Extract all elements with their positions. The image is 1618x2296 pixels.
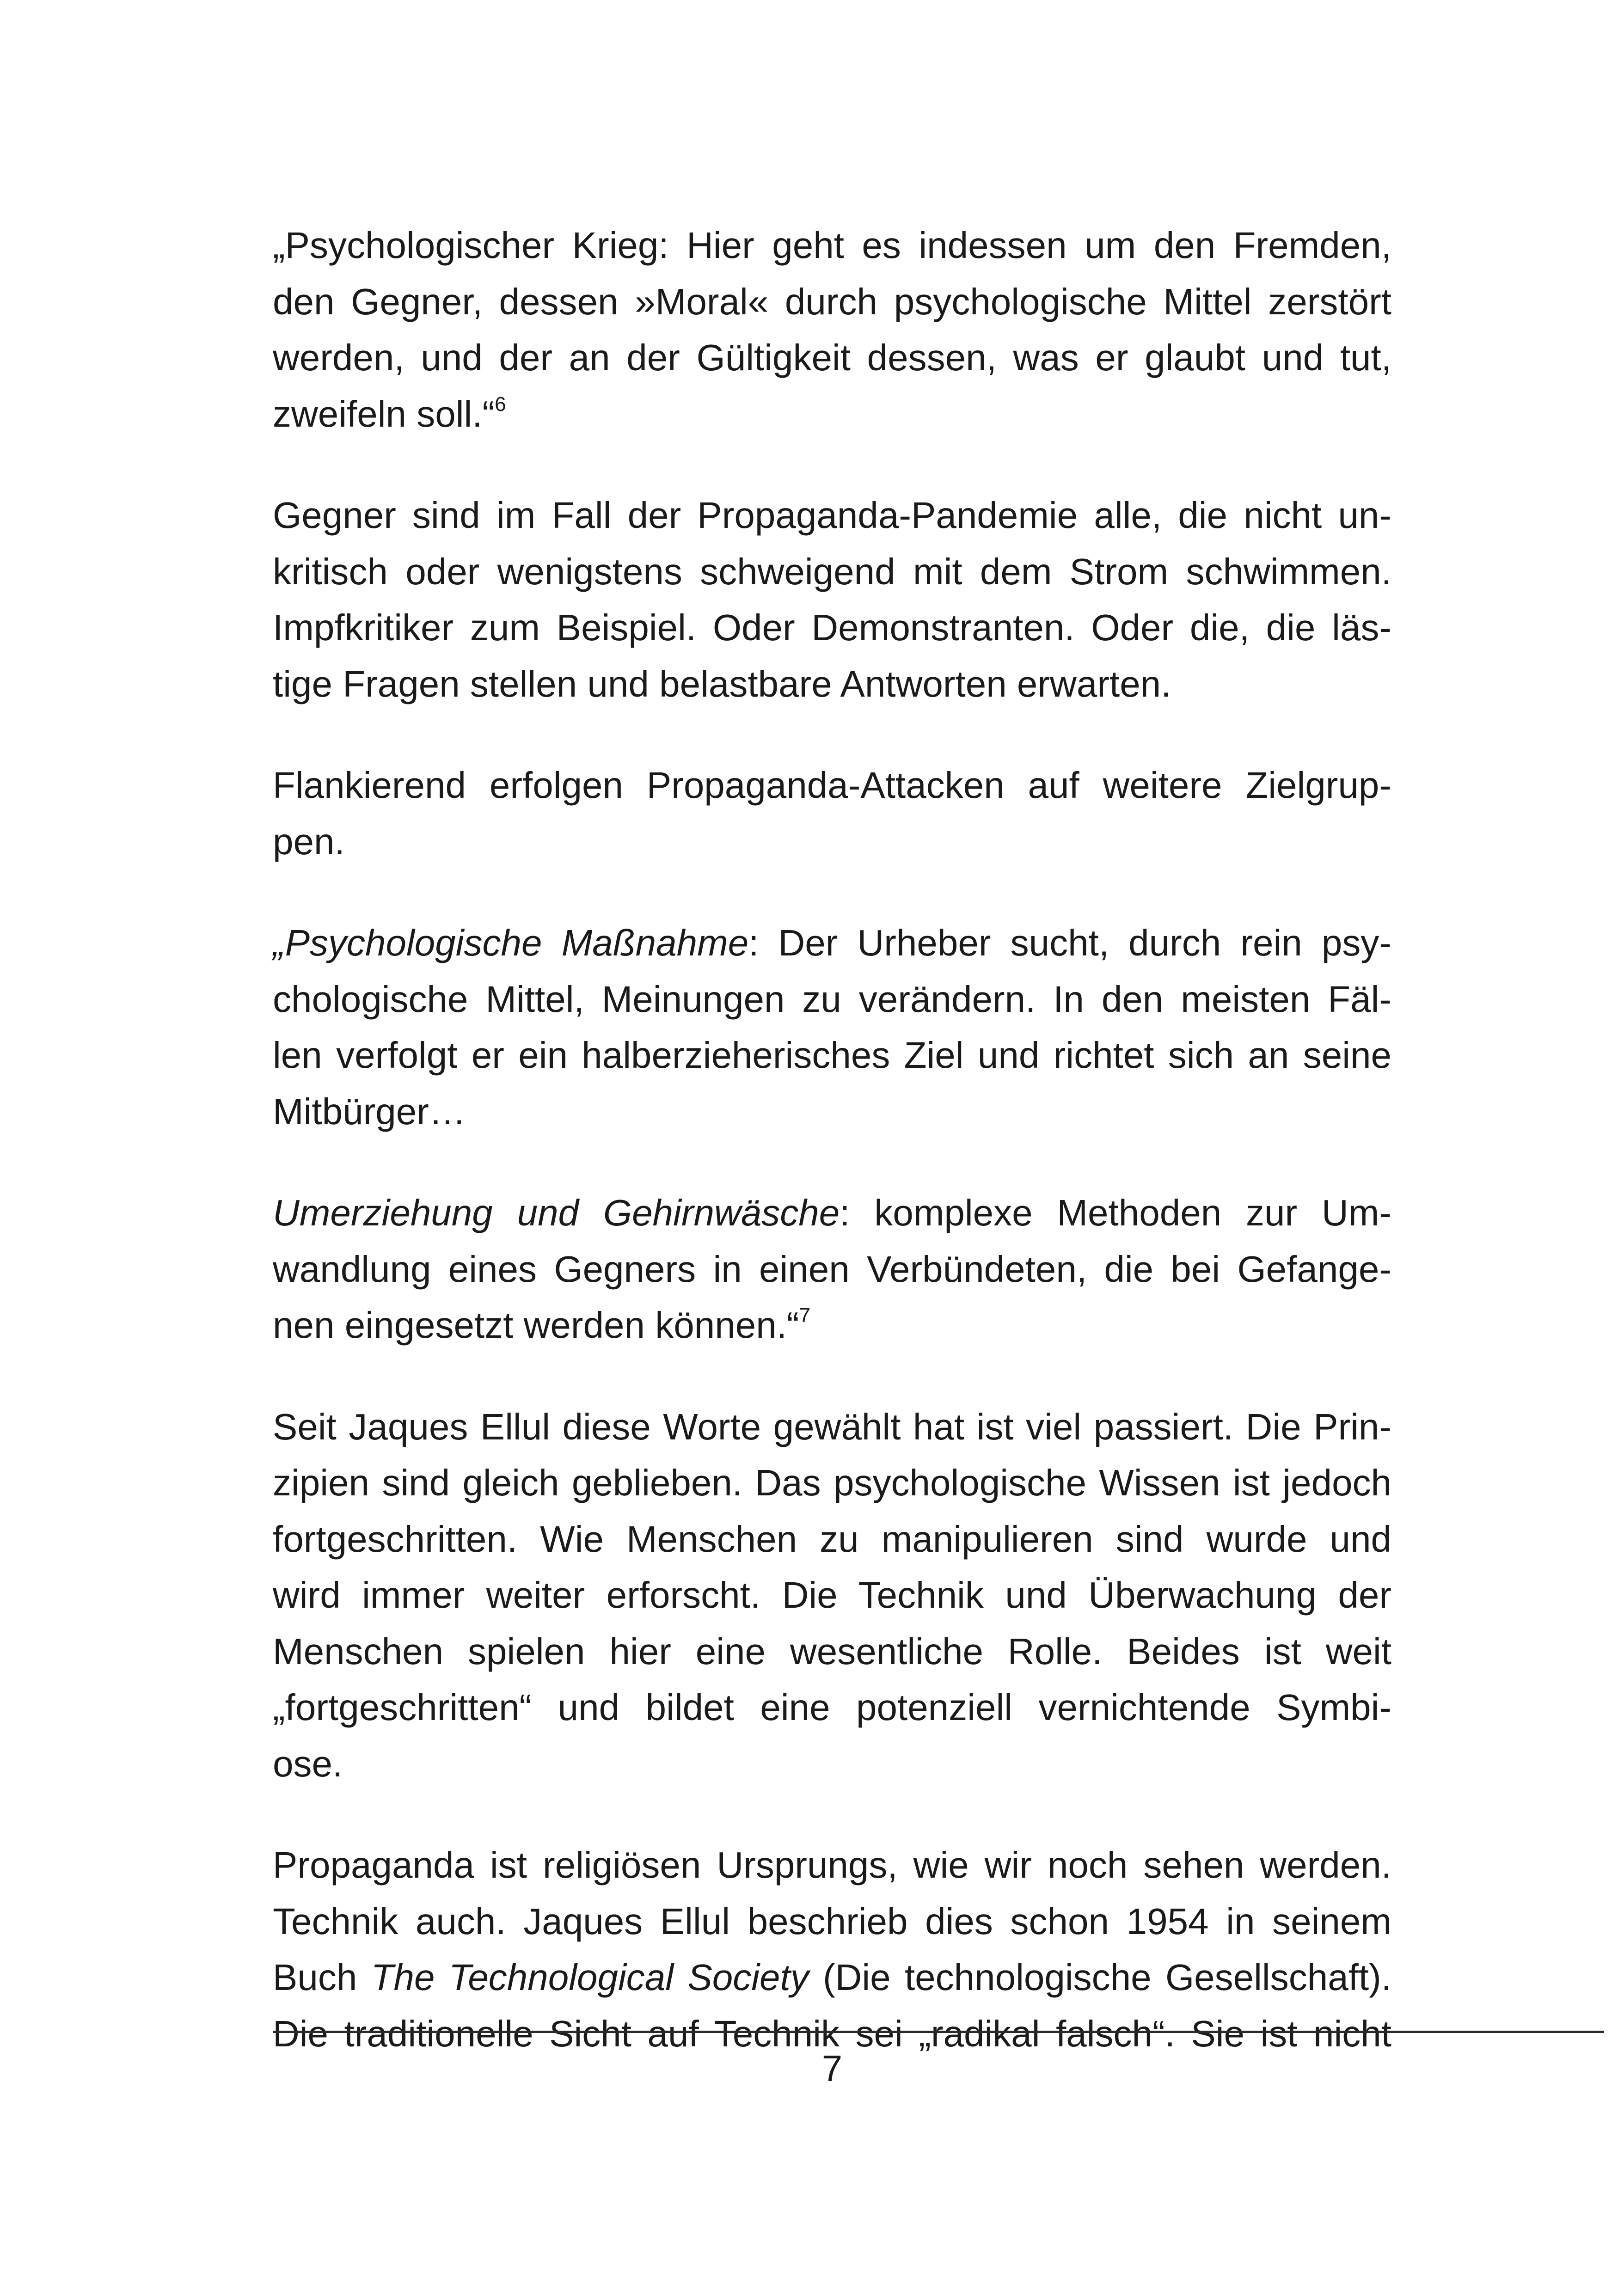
text-run: „fortgeschritten“ und bildet eine potenziell vernichtende Symbi-	[273, 1687, 1391, 1728]
text-line	[273, 1736, 1391, 1792]
text-line	[273, 274, 1391, 330]
text-run: : Der Urheber sucht, durch rein psy-	[748, 922, 1391, 963]
text-line	[273, 1027, 1391, 1084]
text-run: kritisch oder wenigstens schweigend mit dem Strom schwimmen.	[273, 551, 1391, 592]
italic-text: The Technological Society	[371, 1957, 809, 1998]
text-run: wandlung eines Gegners in einen Verbündeten, die bei Gefange-	[273, 1248, 1391, 1290]
text-line	[273, 1399, 1391, 1455]
text-run: Gegner sind im Fall der Propaganda-Pandemie alle, die nicht un-	[273, 495, 1391, 536]
text-line	[273, 386, 1391, 442]
paragraph	[273, 1399, 1391, 1792]
text-run: zipien sind gleich geblieben. Das psychologische Wissen ist jedoch	[273, 1462, 1391, 1503]
text-run: (Die technologische Gesellschaft).	[809, 1957, 1392, 1998]
text-line	[273, 1455, 1391, 1511]
text-line	[273, 544, 1391, 600]
text-run: Impfkritiker zum Beispiel. Oder Demonstranten. Oder die, die läs-	[273, 607, 1391, 648]
footer-divider	[273, 2031, 1604, 2033]
text-run: werden, und der an der Gültigkeit dessen, was er glaubt und tut,	[273, 337, 1391, 378]
text-run: Seit Jaques Ellul diese Worte gewählt hat ist viel passiert. Die Prin-	[273, 1406, 1391, 1447]
text-line	[273, 487, 1391, 544]
text-run: Flankierend erfolgen Propaganda-Attacken auf weitere Zielgrup-	[273, 765, 1391, 806]
text-line	[273, 915, 1391, 971]
text-line	[273, 1949, 1391, 2006]
page-body	[273, 217, 1391, 2062]
text-run: Die traditionelle Sicht auf Technik sei „radikal falsch“. Sie ist nicht	[273, 2013, 1391, 2054]
footnote-marker: 7	[799, 1304, 811, 1327]
text-run: „Psychologischer Krieg: Hier geht es indessen um den Fremden,	[273, 225, 1391, 266]
text-run: ose.	[273, 1743, 343, 1784]
text-run: nen eingesetzt werden können.“	[273, 1304, 799, 1346]
text-line	[273, 330, 1391, 386]
text-line	[273, 1185, 1391, 1241]
paragraph	[273, 915, 1391, 1139]
text-run: tige Fragen stellen und belastbare Antworten erwarten.	[273, 663, 1171, 704]
paragraph	[273, 1837, 1391, 2062]
text-line	[273, 1297, 1391, 1353]
text-run: zweifeln soll.“	[273, 393, 495, 435]
text-line	[273, 1241, 1391, 1298]
footnote-marker: 6	[495, 392, 506, 416]
text-line	[273, 1623, 1391, 1680]
text-run: pen.	[273, 820, 345, 862]
paragraph	[273, 487, 1391, 712]
text-line	[273, 1567, 1391, 1623]
text-line	[273, 971, 1391, 1028]
text-run: Mitbürger…	[273, 1090, 466, 1132]
page-number: 7	[821, 2048, 843, 2089]
text-run: : komplexe Methoden zur Um-	[840, 1192, 1392, 1233]
text-line	[273, 656, 1391, 712]
text-run: Propaganda ist religiösen Ursprungs, wie wir noch sehen werden.	[273, 1844, 1391, 1886]
text-line	[273, 1084, 1391, 1140]
paragraph	[273, 757, 1391, 869]
text-line	[273, 1511, 1391, 1567]
text-run: fortgeschritten. Wie Menschen zu manipulieren sind wurde und	[273, 1518, 1391, 1560]
text-line	[273, 217, 1391, 274]
paragraph	[273, 1185, 1391, 1353]
text-run: Technik auch. Jaques Ellul beschrieb dies schon 1954 in seinem	[273, 1900, 1391, 1942]
italic-text: Umerziehung und Gehirnwäsche	[273, 1192, 840, 1233]
text-line	[273, 1893, 1391, 1950]
text-run: len verfolgt er ein halberzieherisches Ziel und richtet sich an seine	[273, 1035, 1391, 1076]
paragraph	[273, 217, 1391, 442]
italic-text: „Psychologische Maßnahme	[273, 922, 749, 963]
text-run: wird immer weiter erforscht. Die Technik und Überwachung der	[273, 1574, 1391, 1616]
text-run: Buch	[273, 1957, 371, 1998]
text-line	[273, 1679, 1391, 1736]
text-run: den Gegner, dessen »Moral« durch psychologische Mittel zerstört	[273, 281, 1391, 322]
text-run: chologische Mittel, Meinungen zu verändern. In den meisten Fäl-	[273, 978, 1391, 1020]
text-line	[273, 1837, 1391, 1893]
text-line	[273, 814, 1391, 870]
text-run: Menschen spielen hier eine wesentliche Rolle. Beides ist weit	[273, 1630, 1391, 1672]
text-line	[273, 757, 1391, 814]
text-line	[273, 600, 1391, 656]
